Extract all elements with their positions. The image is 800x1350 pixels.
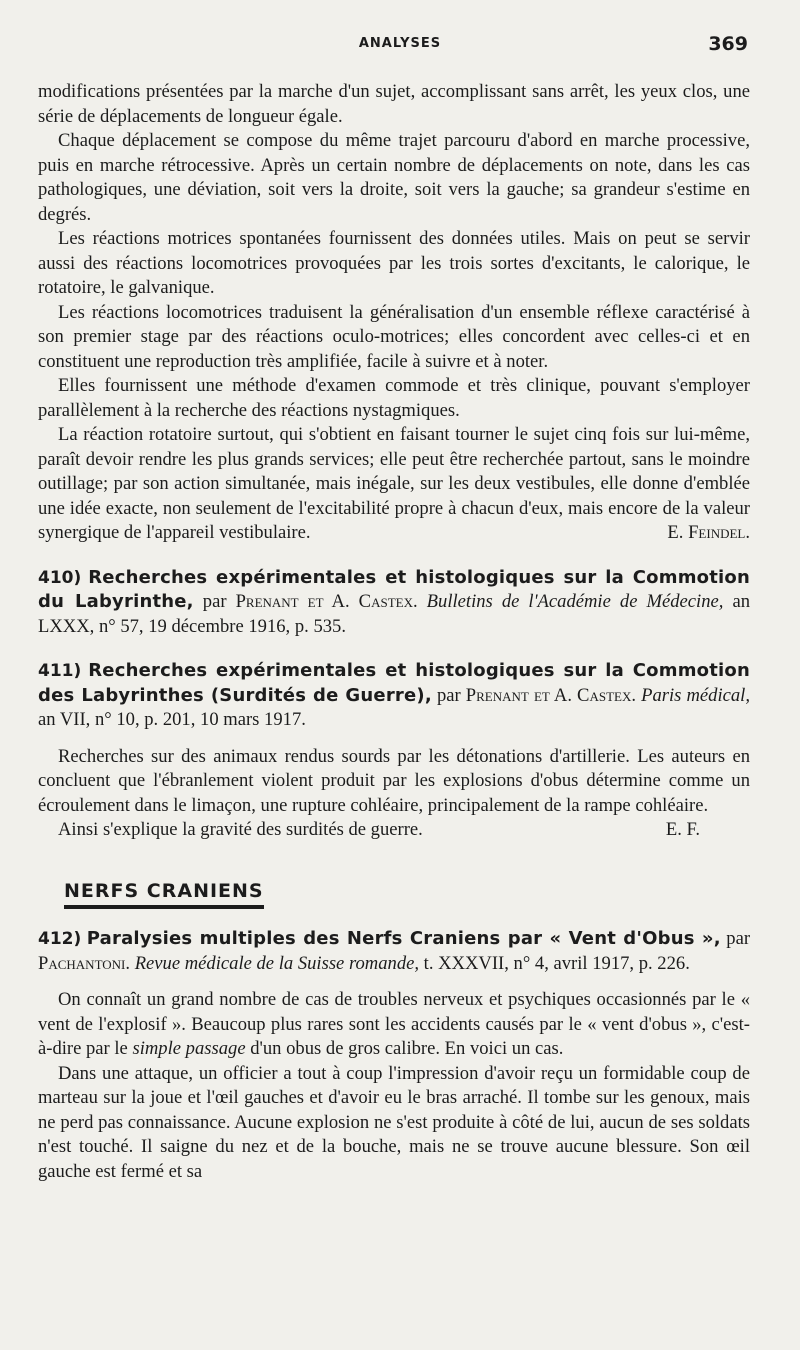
reference-410 (38, 566, 750, 640)
paragraph (38, 988, 750, 1062)
paragraph: modifications présentées par la marche d'un sujet, accomplissant sans arrêt, les yeux clos, une série de déplacements de longueur égale. (38, 81, 750, 127)
reference-authors: Prenant et A. Castex. (235, 591, 418, 612)
emphasis: simple passage (132, 1038, 246, 1059)
paragraph: Recherches sur des animaux rendus sourds par les détonations d'artillerie. Les auteurs en concluent que l'ébranlement violent produit par les explosions d'obus détermine comme un écroulement dans le limaçon, une rupture cohléaire, principalement de la rampe cohléaire. (38, 745, 750, 816)
paragraph (38, 423, 750, 546)
paragraph-text: La réaction rotatoire surtout, qui s'obtient en faisant tourner le sujet cinq fois sur lui-même, paraît devoir rendre les plus grands services; elle peut être recherchée partout, sans le moindre outillage; par son action simultanée, mais inégale, sur les deux vestibules, elle donne d'emblée une idée exacte, non seulement de l'excitabilité propre à chacun d'eux, mais encore de la valeur synergique de l'appareil vestibulaire. (38, 424, 750, 543)
paragraph: Dans une attaque, un officier a tout à coup l'impression d'avoir reçu un formidable coup de marteau sur la joue et l'œil gauches et d'avoir eu le bras arraché. Il tombe sur les genoux, mais ne perd pas connaissance. Aucune explosion ne s'est produite à côté de lui, aucun de ses soldats n'est touché. Il saigne du nez et de la bouche, mais ne se trouve aucune blessure. Son œil gauche est fermé et sa (38, 1062, 750, 1182)
reference-title: Recherches expérimentales et histologiques sur la Commotion des Labyrinthes (Surdités de Guerre), (38, 660, 750, 706)
reference-number: 412) (38, 929, 82, 949)
reference-authors: Pachantoni. (38, 952, 131, 974)
reference-title: Paralysies multiples des Nerfs Craniens par « Vent d'Obus », (86, 928, 721, 949)
paragraph: Elles fournissent une méthode d'examen commode et très clinique, pouvant s'employer parallèlement à la recherche des réactions nystagmiques. (38, 375, 750, 421)
paragraph-text: On connaît un grand nombre de cas de troubles nerveux et psychiques occasionnés par le « vent de l'explosif ». Beaucoup plus rares sont les accidents causés par le « vent d'obus », c'est-à-dire par le (38, 989, 750, 1059)
signature: E. F. (665, 819, 700, 840)
reference-number: 411) (38, 661, 82, 681)
reference-411 (38, 659, 750, 733)
paragraph: Chaque déplacement se compose du même trajet parcouru d'abord en marche processive, puis en marche rétrocessive. Après un certain nombre de déplacements on note, dans les cas pathologiques, une déviation, soit vers la droite, soit vers la gauche; sa grandeur s'estime en degrés. (38, 130, 750, 225)
page-body (38, 80, 750, 1184)
reference-journal: Revue médicale de la Suisse romande, (134, 952, 420, 974)
reference-details: t. XXXVII, n° 4, avril 1917, p. 226. (423, 952, 690, 974)
reference-title: Recherches expérimentales et histologiques sur la Commotion du Labyrinthe, (38, 566, 750, 612)
running-title: ANALYSES (358, 36, 442, 51)
reference-authors: Prenant et A. Castex. (465, 684, 636, 706)
reference-details: an LXXX, n° 57, 19 décembre 1916, p. 535. (38, 591, 751, 637)
reference-by: par (436, 684, 461, 706)
reference-journal: Paris médical, (641, 684, 750, 706)
section-heading: NERFS CRANIENS (64, 879, 264, 910)
reference-details: an VII, n° 10, p. 201, 10 mars 1917. (38, 709, 306, 730)
reference-number: 410) (38, 567, 82, 588)
reference-journal: Bulletins de l'Académie de Médecine, (426, 591, 724, 612)
paragraph (38, 818, 750, 843)
page-number: 369 (708, 33, 748, 55)
signature: E. Feindel. (667, 522, 750, 543)
section-heading-wrap (64, 879, 750, 910)
paragraph-text: Ainsi s'explique la gravité des surdités de guerre. (58, 819, 423, 840)
reference-by: par (202, 591, 227, 612)
paragraph-text: d'un obus de gros calibre. En voici un cas. (250, 1038, 564, 1059)
reference-by: par (726, 928, 751, 949)
paragraph: Les réactions motrices spontanées fournissent des données utiles. Mais on peut se servir aussi des réactions locomotrices provoquées par les trois sortes d'excitants, le calorique, le rotatoire, le galvanique. (38, 228, 750, 298)
paragraph: Les réactions locomotrices traduisent la généralisation d'un ensemble réflexe caractérisé à son premier stage par des réactions oculo-motrices; elles concordent avec celles-ci et en constituent une reproduction très amplifiée, facile à suivre et à noter. (38, 301, 750, 372)
running-header (0, 33, 800, 60)
reference-412 (38, 927, 750, 976)
